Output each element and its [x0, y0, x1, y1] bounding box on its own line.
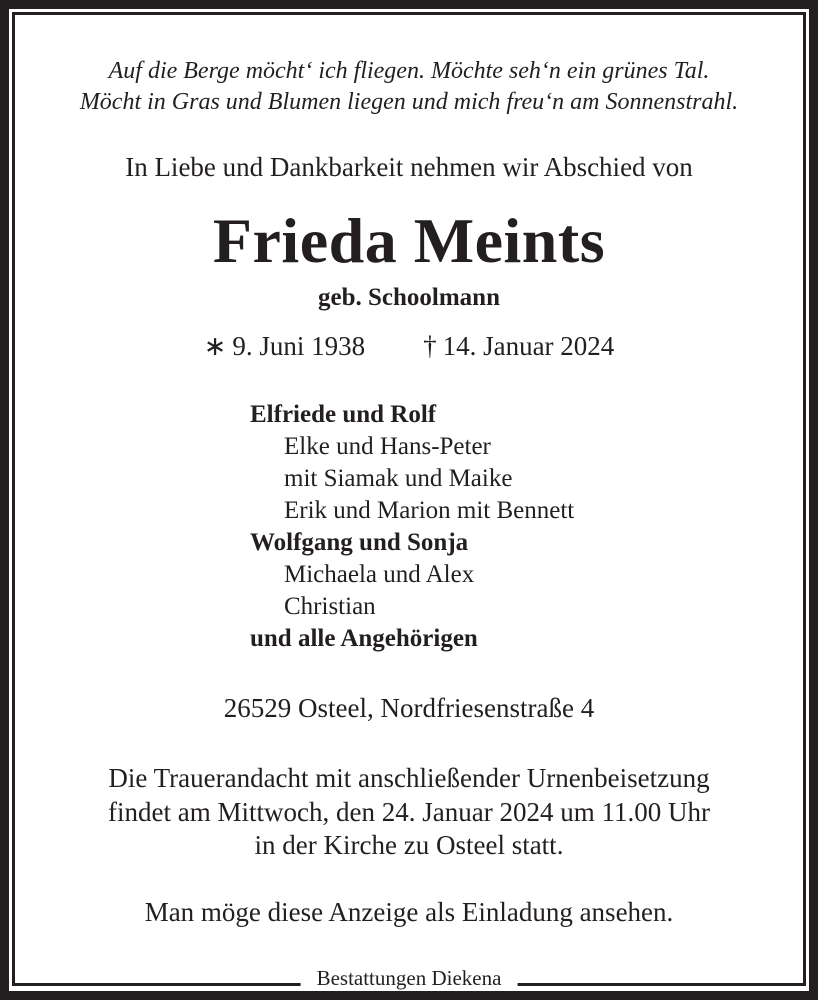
maiden-name: geb. Schoolmann: [318, 284, 500, 311]
funeral-home-signature: Bestattungen Diekena: [301, 966, 518, 991]
death-date-group: [423, 329, 614, 363]
mourner-line: mit Siamak und Maike: [284, 465, 513, 492]
death-cross-icon: †: [423, 331, 437, 361]
mourner-line: Wolfgang und Sonja: [250, 529, 469, 556]
mourner-line: Elke und Hans-Peter: [284, 433, 491, 460]
birth-date: 9. Juni 1938: [232, 331, 366, 361]
mourner-line: und alle Angehörigen: [250, 625, 478, 652]
service-line-2: findet am Mittwoch, den 24. Januar 2024 um 11.00 Uhr: [108, 796, 710, 827]
farewell-intro: In Liebe und Dankbarkeit nehmen wir Abschied von: [125, 152, 693, 182]
mourners-list: [250, 399, 574, 655]
home-address: 26529 Osteel, Nordfriesenstraße 4: [223, 693, 595, 723]
service-line-1: Die Trauerandacht mit anschließender Urnenbeisetzung: [108, 763, 710, 793]
life-dates: [0, 329, 818, 363]
service-announcement: [0, 762, 818, 863]
epigraph: [0, 56, 818, 118]
mourner-line: Elfriede und Rolf: [250, 401, 437, 428]
epigraph-line-1: Auf die Berge möcht‘ ich fliegen. Möchte seh‘n ein grünes Tal.: [108, 58, 710, 84]
invitation-note: Man möge diese Anzeige als Einladung ansehen.: [144, 897, 674, 927]
mourner-line: Michaela und Alex: [284, 561, 475, 588]
deceased-name: Frieda Meints: [212, 205, 606, 276]
epigraph-line-2: Möcht in Gras und Blumen liegen und mich freu‘n am Sonnenstrahl.: [79, 89, 739, 115]
death-date: 14. Januar 2024: [442, 331, 615, 361]
birth-date-group: [204, 329, 365, 363]
birth-star-icon: ∗: [203, 331, 227, 361]
mourner-line: Erik und Marion mit Bennett: [284, 497, 575, 524]
service-line-3: in der Kirche zu Osteel statt.: [254, 830, 564, 860]
mourner-line: Christian: [284, 593, 376, 620]
